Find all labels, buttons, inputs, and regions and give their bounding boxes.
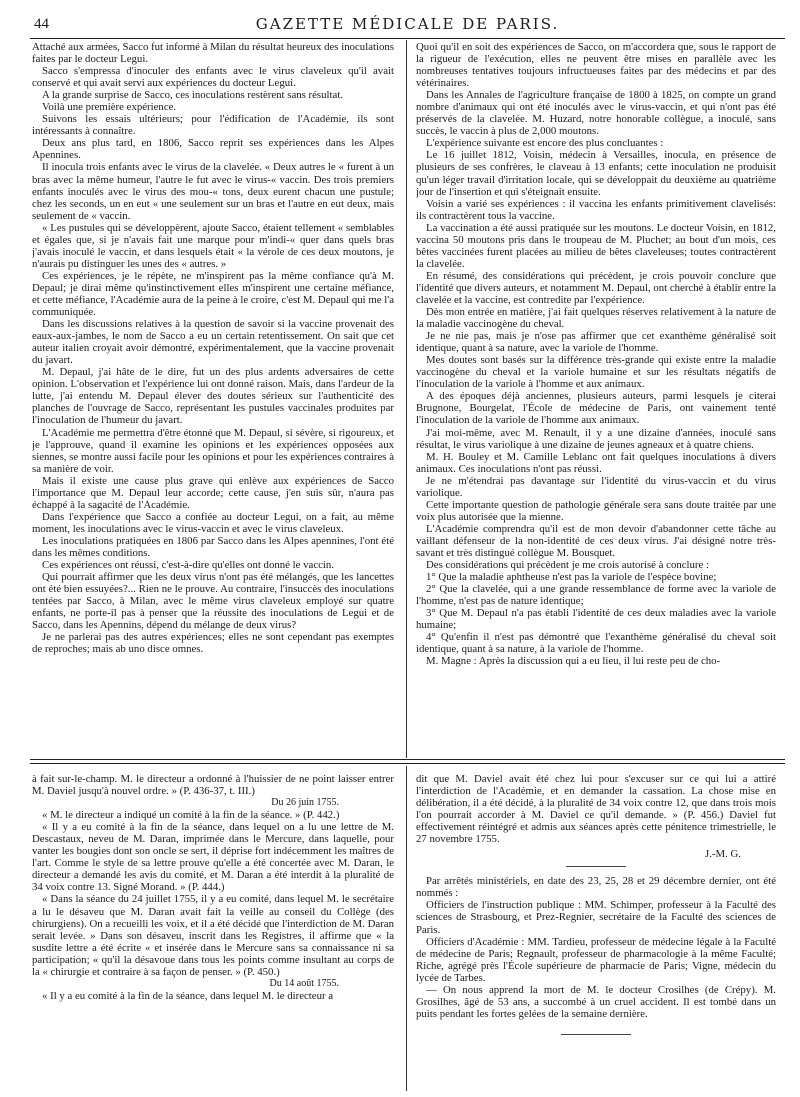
paragraph: Les inoculations pratiquées en 1806 par Sacco dans les Alpes apennines, l'ont été dans les mêmes conditions. (32, 534, 394, 559)
paragraph: 3° Que M. Depaul n'a pas établi l'identité de ces deux maladies avec la variole humaine; (416, 607, 776, 632)
paragraph: « Il y a eu comité à la fin de la séance, dans lequel on a lu une lettre de M. Descastaux, neveu de M. Daran, imprimée dans le Mercure, dans laquelle, pour vanter les bougies dont son oncle se sert, il déprise fort indécemment les maîtres de l'art. Comme le style de sa lettre prouve qu'elle a été concertée avec M. Daran, le directeur a demandé les avis du comité, et M. Daran a été interdit à la pluralité de 34 voix contre 13. Signé Morand. » (P. 444.) (32, 821, 394, 894)
paragraph: dit que M. Daviel avait été chez lui pour s'excuser sur ce qui lui a attiré l'interdiction de l'Académie, et en demander la cassation. La chose mise en délibération, il a été décidé, à la pluralité de 34 voix contre 12, que dans trois mois l'on pourrait accorder à M. Daviel ce qu'il demande. » (P. 456.) Daviel fut effectivement réintégré et admis aux séances après cette pénitence trimestrielle, le 27 novembre 1755. (416, 773, 776, 846)
paragraph: L'Académie comprendra qu'il est de mon devoir d'abandonner cette tâche au vaillant défenseur de la non-identité de ces deux virus. J'ai désigné notre très-savant et très distingué collègue M. Bousquet. (416, 522, 776, 559)
paragraph: « M. le directeur a indiqué un comité à la fin de la séance. » (P. 442.) (42, 809, 340, 822)
paragraph: L'expérience suivante est encore des plus concluantes : (426, 137, 664, 150)
date-heading: Du 14 août 1755. (269, 977, 339, 989)
paragraph: à fait sur-le-champ. M. le directeur a ordonné à l'huissier de ne point laisser entrer M. Daviel jusqu'à nouvel ordre. » (P. 436-37, t. III.) (32, 773, 394, 798)
paragraph: L'Académie me permettra d'être étonné que M. Depaul, si sévère, si rigoureux, et je l'approuve, quand il examine les opinions et les expériences opposées aux siennes, se montre aussi facile pour les opinions et pour les expériences contraires à sa manière de voir. (32, 426, 394, 475)
paragraph: « Dans la séance du 24 juillet 1755, il y a eu comité, dans lequel M. le secrétaire a lu le désaveu que M. Daran avait fait la veille au conseil du Collège (des chirurgiens). On a recueilli les voix, et il a été décidé que l'interdiction de M. Daran serait levée. » Dans son désaveu, inscrit dans les Registres, il affirme que « la susdite lettre a été écrite « et insérée dans le Mercure sans sa connaissance ni sa participation; « qu'il la désavoue dans tous les points comme insultant au corps de la « chirurgie et contraire à sa façon de penser. » (P. 450.) (32, 893, 394, 978)
paragraph: Suivons les essais ultérieurs; pour l'édification de l'Académie, ils sont intéressants à connaître. (32, 113, 394, 138)
paragraph: Sacco s'empressa d'inoculer des enfants avec le virus claveleux qu'il avait conservé et qui avait servi aux expériences du docteur Legui. (32, 65, 394, 90)
separator (561, 1034, 631, 1035)
paragraph: Ces expériences ont réussi, c'est-à-dire qu'elles ont donné le vaccin. (42, 559, 335, 572)
paragraph: Dans l'expérience que Sacco a confiée au docteur Legui, on a fait, au même moment, les inoculations avec le virus-vaccin et avec le virus claveleux. (32, 510, 394, 535)
page-header (30, 12, 785, 38)
column-divider (406, 40, 407, 758)
separator (566, 866, 626, 867)
paragraph: 1° Que la maladie aphtheuse n'est pas la variole de l'espèce bovine; (426, 571, 717, 584)
paragraph: 4° Qu'enfin il n'est pas démontré que l'exanthème généralisé du cheval soit identique, quant à sa nature, à la variole de l'homme. (416, 631, 776, 656)
paragraph: Des considérations qui précèdent je me crois autorisé à conclure : (426, 559, 710, 572)
paragraph: « Il y a eu comité à la fin de la séance, dans lequel M. le directeur a (42, 989, 334, 1002)
paragraph: Mais il existe une cause plus grave qui enlève aux expériences de Sacco l'importance que M. Depaul leur accorde; cette cause, j'en suis sûr, n'aura pas échappé à la sagacité de l'Académie. (32, 474, 394, 511)
paragraph: Voisin a varié ses expériences : il vaccina les enfants primitivement clavelisés: ils contractèrent tous la vaccine. (416, 197, 776, 222)
paragraph: En résumé, des considérations qui précèdent, je crois pouvoir conclure que l'identité que divers auteurs, et notamment M. Depaul, ont cherché à établir entre la clavelée et la vaccine, est contredite par l'expérience. (416, 269, 776, 306)
date-heading: Du 26 juin 1755. (271, 797, 339, 809)
news-item: Officiers de l'instruction publique : MM. Schimper, professeur à la Faculté des sciences de Strasbourg, et Prez-Regnier, secrétaire de la Faculté des sciences de Paris. (416, 899, 776, 936)
paragraph: Le 16 juillet 1812, Voisin, médecin à Versailles, inocula, en présence de plusieurs de ses confrères, le claveau à 13 enfants; cette inoculation ne produisit qu'un léger travail d'irritation locale, qui se développait du deuxième au quatrième jour de l'insertion et qui s'éteignait ensuite. (416, 149, 776, 198)
news-item: Par arrêtés ministériels, en date des 23, 25, 28 et 29 décembre dernier, ont été nommés : (416, 875, 776, 900)
paragraph: Je ne m'étendrai pas davantage sur l'identité du virus-vaccin et du virus variolique. (416, 474, 776, 499)
paragraph: Qui pourrait affirmer que les deux virus n'ont pas été mélangés, que les lancettes ont été bien essuyées?... Rien ne le prouve. Au contraire, l'insuccès des inoculations tentées par Sacco, à Milan, avec le même virus claveleux employé sur quatre enfants, ne porte-il pas à penser que la réussite des inoculations de Legui et de Sacco, dans les Apennins, dépend du mélange de deux virus? (32, 571, 394, 632)
paragraph: Dans les Annales de l'agriculture française de 1800 à 1825, on compte un grand nombre d'animaux qui ont été inoculés avec le virus-vaccin, et qui n'ont pas été préservés de la clavelée. M. Huzard, notre honorable collègue, a inoculé, sans succès, le vaccin à plus de 2,000 moutons. (416, 89, 776, 138)
paragraph: La vaccination a été aussi pratiquée sur les moutons. Le docteur Voisin, en 1812, vaccina 50 moutons pris dans le troupeau de M. Pluchet; au bout d'un mois, ces bêtes vaccinées furent placées au milieu de bêtes claveleuses; toutes contractèrent la clavelée. (416, 221, 776, 270)
paragraph: « Les pustules qui se développèrent, ajoute Sacco, étaient tellement « semblables et égales que, si je n'avais fait une marque pour m'indi-« quer dans quels bras j'avais inoculé le vaccin, et dans lesquels était « la vérole de ces deux moutons, je n'aurais pu distinguer les unes des « autres. » (32, 221, 394, 270)
paragraph: A la grande surprise de Sacco, ces inoculations restèrent sans résultat. (42, 89, 344, 102)
news-item: Officiers d'Académie : MM. Tardieu, professeur de médecine légale à la Faculté de médecine de Paris; Regnault, professeur de pharmacologie à la même Faculté; Riche, agrégé près l'École supérieure de pharmacie de Paris; Vigne, médecin du lycée de Tarbes. (416, 935, 776, 984)
paragraph: Je ne parlerai pas des autres expériences; elles ne sont cependant pas exemptes de reproches; mais ab uno disce omnes. (32, 631, 394, 656)
paragraph: Deux ans plus tard, en 1806, Sacco reprit ses expériences dans les Alpes Apennines. (32, 137, 394, 162)
paragraph: M. Depaul, j'ai hâte de le dire, fut un des plus ardents adversaires de cette opinion. L'observation et l'expérience lui ont donné raison. Mais, dans l'ardeur de la lutte, j'ai entendu M. Depaul élever des doutes sérieux sur l'authenticité des planches de l'ouvrage de Sacco, représentant les pustules vaccinales produites par l'inoculation de l'humeur du javart. (32, 366, 394, 427)
author-signature: J.-M. G. (705, 848, 741, 861)
paragraph: Quoi qu'il en soit des expériences de Sacco, on m'accordera que, sous le rapport de la rigueur de l'exécution, elles ne peuvent être mises en parallèle avec les nombreuses tentatives toujours infructueuses faites par des médecins et par des vétérinaires. (416, 41, 776, 90)
news-item: — On nous apprend la mort de M. le docteur Crosilhes (de Crépy). M. Grosilhes, âgé de 53 ans, a succombé à un cruel accident. Il est tombé dans un puits pendant les fortes gelées de la semaine dernière. (416, 983, 776, 1020)
paragraph: Dès mon entrée en matière, j'ai fait quelques réserves relativement à la nature de la maladie vaccinogène du cheval. (416, 306, 776, 331)
paragraph: A des époques déjà anciennes, plusieurs auteurs, parmi lesquels je citerai Brugnone, Bourgelat, l'École de médecine de Paris, ont vainement tenté l'inoculation de la variole de l'homme aux animaux. (416, 390, 776, 427)
header-rule (30, 38, 785, 39)
page-number: 44 (34, 16, 49, 32)
paragraph: M. Magne : Après la discussion qui a eu lieu, il lui reste peu de cho- (426, 655, 721, 668)
right-column-top (416, 41, 776, 754)
paragraph: J'ai moi-même, avec M. Renault, il y a une dizaine d'années, inoculé sans résultat, le virus variolique à une dizaine de jeunes agneaux et à quatre chiens. (416, 426, 776, 451)
paragraph: Dans les discussions relatives à la question de savoir si la vaccine provenait des eaux-aux-jambes, le nom de Sacco a eu un certain retentissement. On sait que cet auteur italien croyait avoir démontré, expérimentalement, que la vaccine provenait du javart. (32, 318, 394, 367)
left-column-bottom (32, 773, 394, 1091)
paragraph: Cette importante question de pathologie générale sera sans doute traitée par une voix plus autorisée que la mienne. (416, 498, 776, 523)
right-column-bottom (416, 773, 776, 1091)
paragraph: M. H. Bouley et M. Camille Leblanc ont fait quelques inoculations à divers animaux. Ces inoculations n'ont pas réussi. (416, 450, 776, 475)
journal-title: GAZETTE MÉDICALE DE PARIS. (255, 15, 560, 33)
paragraph: 2° Que la clavelée, qui a une grande ressemblance de forme avec la variole de l'homme, n'est pas de nature identique; (416, 583, 776, 608)
paragraph: Je ne nie pas, mais je n'ose pas affirmer que cet exanthème généralisé soit identique, quant à sa nature, avec la variole de l'homme. (416, 330, 776, 355)
left-column-top (32, 41, 394, 754)
paragraph: Ces expériences, je le répète, ne m'inspirent pas la même confiance qu'à M. Depaul; je dirai même qu'instinctivement elles m'inspirent une certaine méfiance, et cette méfiance, l'Académie aura de la peine à le croire, c'est M. Depaul qui me l'a communiquée. (32, 269, 394, 319)
paragraph: Voilà une première expérience. (42, 101, 177, 114)
paragraph: Il inocula trois enfants avec le virus de la clavelée. « Deux autres le « furent à un bras avec la même humeur, l'autre le fut avec le virus-« vaccin. Des trois premiers enfants inoculés avec le virus des mou-« tons, deux eurent chacun une pustule; chez les seconds, un en eut « une seulement sur un bras et l'autre en eut deux, mais seulement de « vaccin. (32, 161, 394, 222)
paragraph: Attaché aux armées, Sacco fut informé à Milan du résultat heureux des inoculations faites par le docteur Legui. (32, 41, 394, 66)
paragraph: Mes doutes sont basés sur la différence très-grande qui existe entre la maladie vaccinogène du cheval et la variole humaine et sur les résultats négatifs de l'inoculation de la variole à l'homme et aux animaux. (416, 354, 776, 391)
section-rule (30, 759, 785, 764)
column-divider-bottom (406, 766, 407, 1091)
